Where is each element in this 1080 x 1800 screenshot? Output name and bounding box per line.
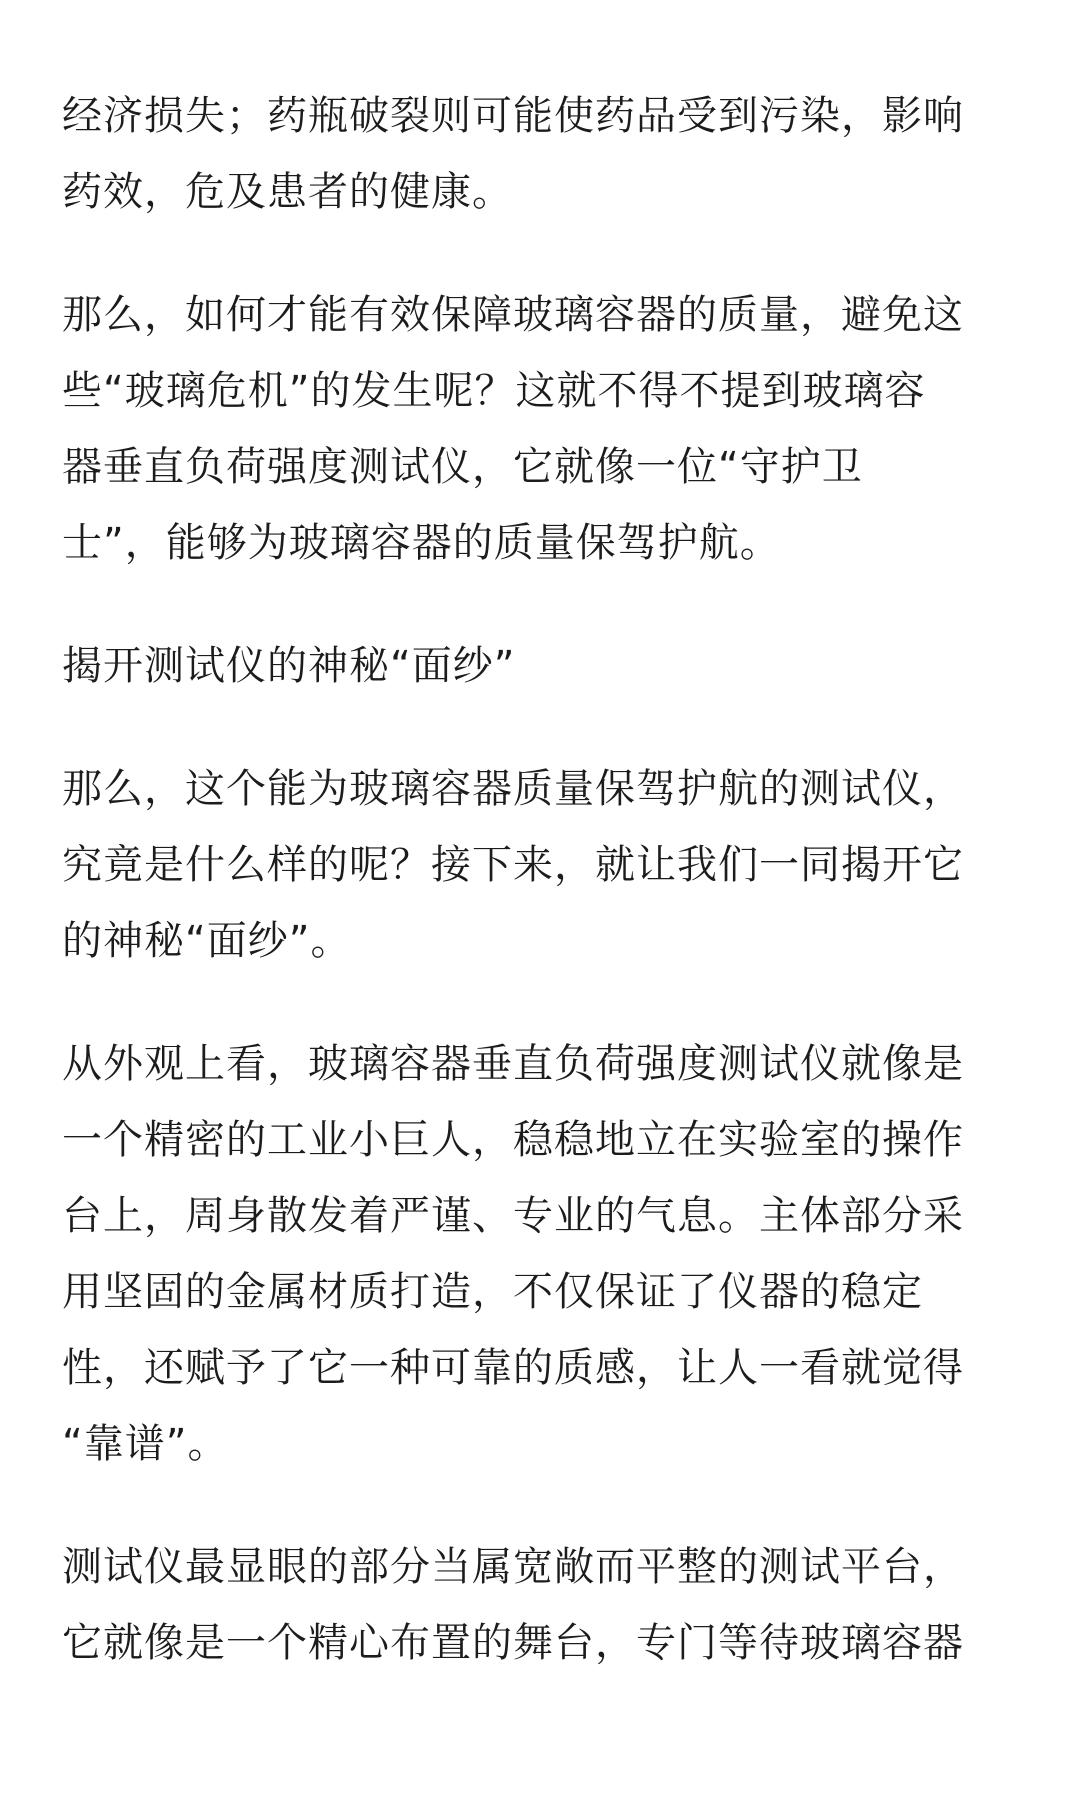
text-line: 士”，能够为玻璃容器的质量保驾护航。 [62, 520, 781, 566]
text-line: 些“玻璃危机”的发生呢？这就不得不提到玻璃容 [62, 368, 926, 414]
heading-text: 揭开测试仪的神秘“面纱” [62, 643, 516, 689]
text-line: 那么，这个能为玻璃容器质量保驾护航的测试仪， [62, 766, 964, 812]
text-line: 测试仪最显眼的部分当属宽敞而平整的测试平台， [62, 1544, 964, 1590]
article-body [62, 78, 1022, 1728]
text-line: 性，还赋予了它一种可靠的质感，让人一看就觉得 [62, 1345, 964, 1391]
text-line: 用坚固的金属材质打造，不仅保证了仪器的稳定 [62, 1269, 923, 1315]
text-line: 器垂直负荷强度测试仪，它就像一位“守护卫 [62, 444, 863, 490]
text-line: 的神秘“面纱”。 [62, 918, 352, 964]
text-line: 台上，周身散发着严谨、专业的气息。主体部分采 [62, 1193, 964, 1239]
text-line: 经济损失；药瓶破裂则可能使药品受到污染，影响 [62, 93, 964, 139]
paragraph-appearance [62, 1026, 1022, 1482]
text-line: 药效，危及患者的健康。 [62, 169, 513, 215]
text-line: 一个精密的工业小巨人，稳稳地立在实验室的操作 [62, 1117, 964, 1163]
text-line: “靠谱”。 [62, 1421, 229, 1467]
paragraph-intro-tester [62, 277, 1022, 581]
text-line: 它就像是一个精心布置的舞台，专门等待玻璃容器 [62, 1620, 964, 1666]
paragraph-consequences [62, 78, 1022, 230]
text-line: 从外观上看，玻璃容器垂直负荷强度测试仪就像是 [62, 1041, 964, 1087]
text-line: 那么，如何才能有效保障玻璃容器的质量，避免这 [62, 292, 964, 338]
section-heading [62, 628, 1022, 704]
paragraph-test-platform [62, 1529, 1022, 1681]
text-line: 究竟是什么样的呢？接下来，就让我们一同揭开它 [62, 842, 964, 888]
paragraph-unveil [62, 751, 1022, 979]
